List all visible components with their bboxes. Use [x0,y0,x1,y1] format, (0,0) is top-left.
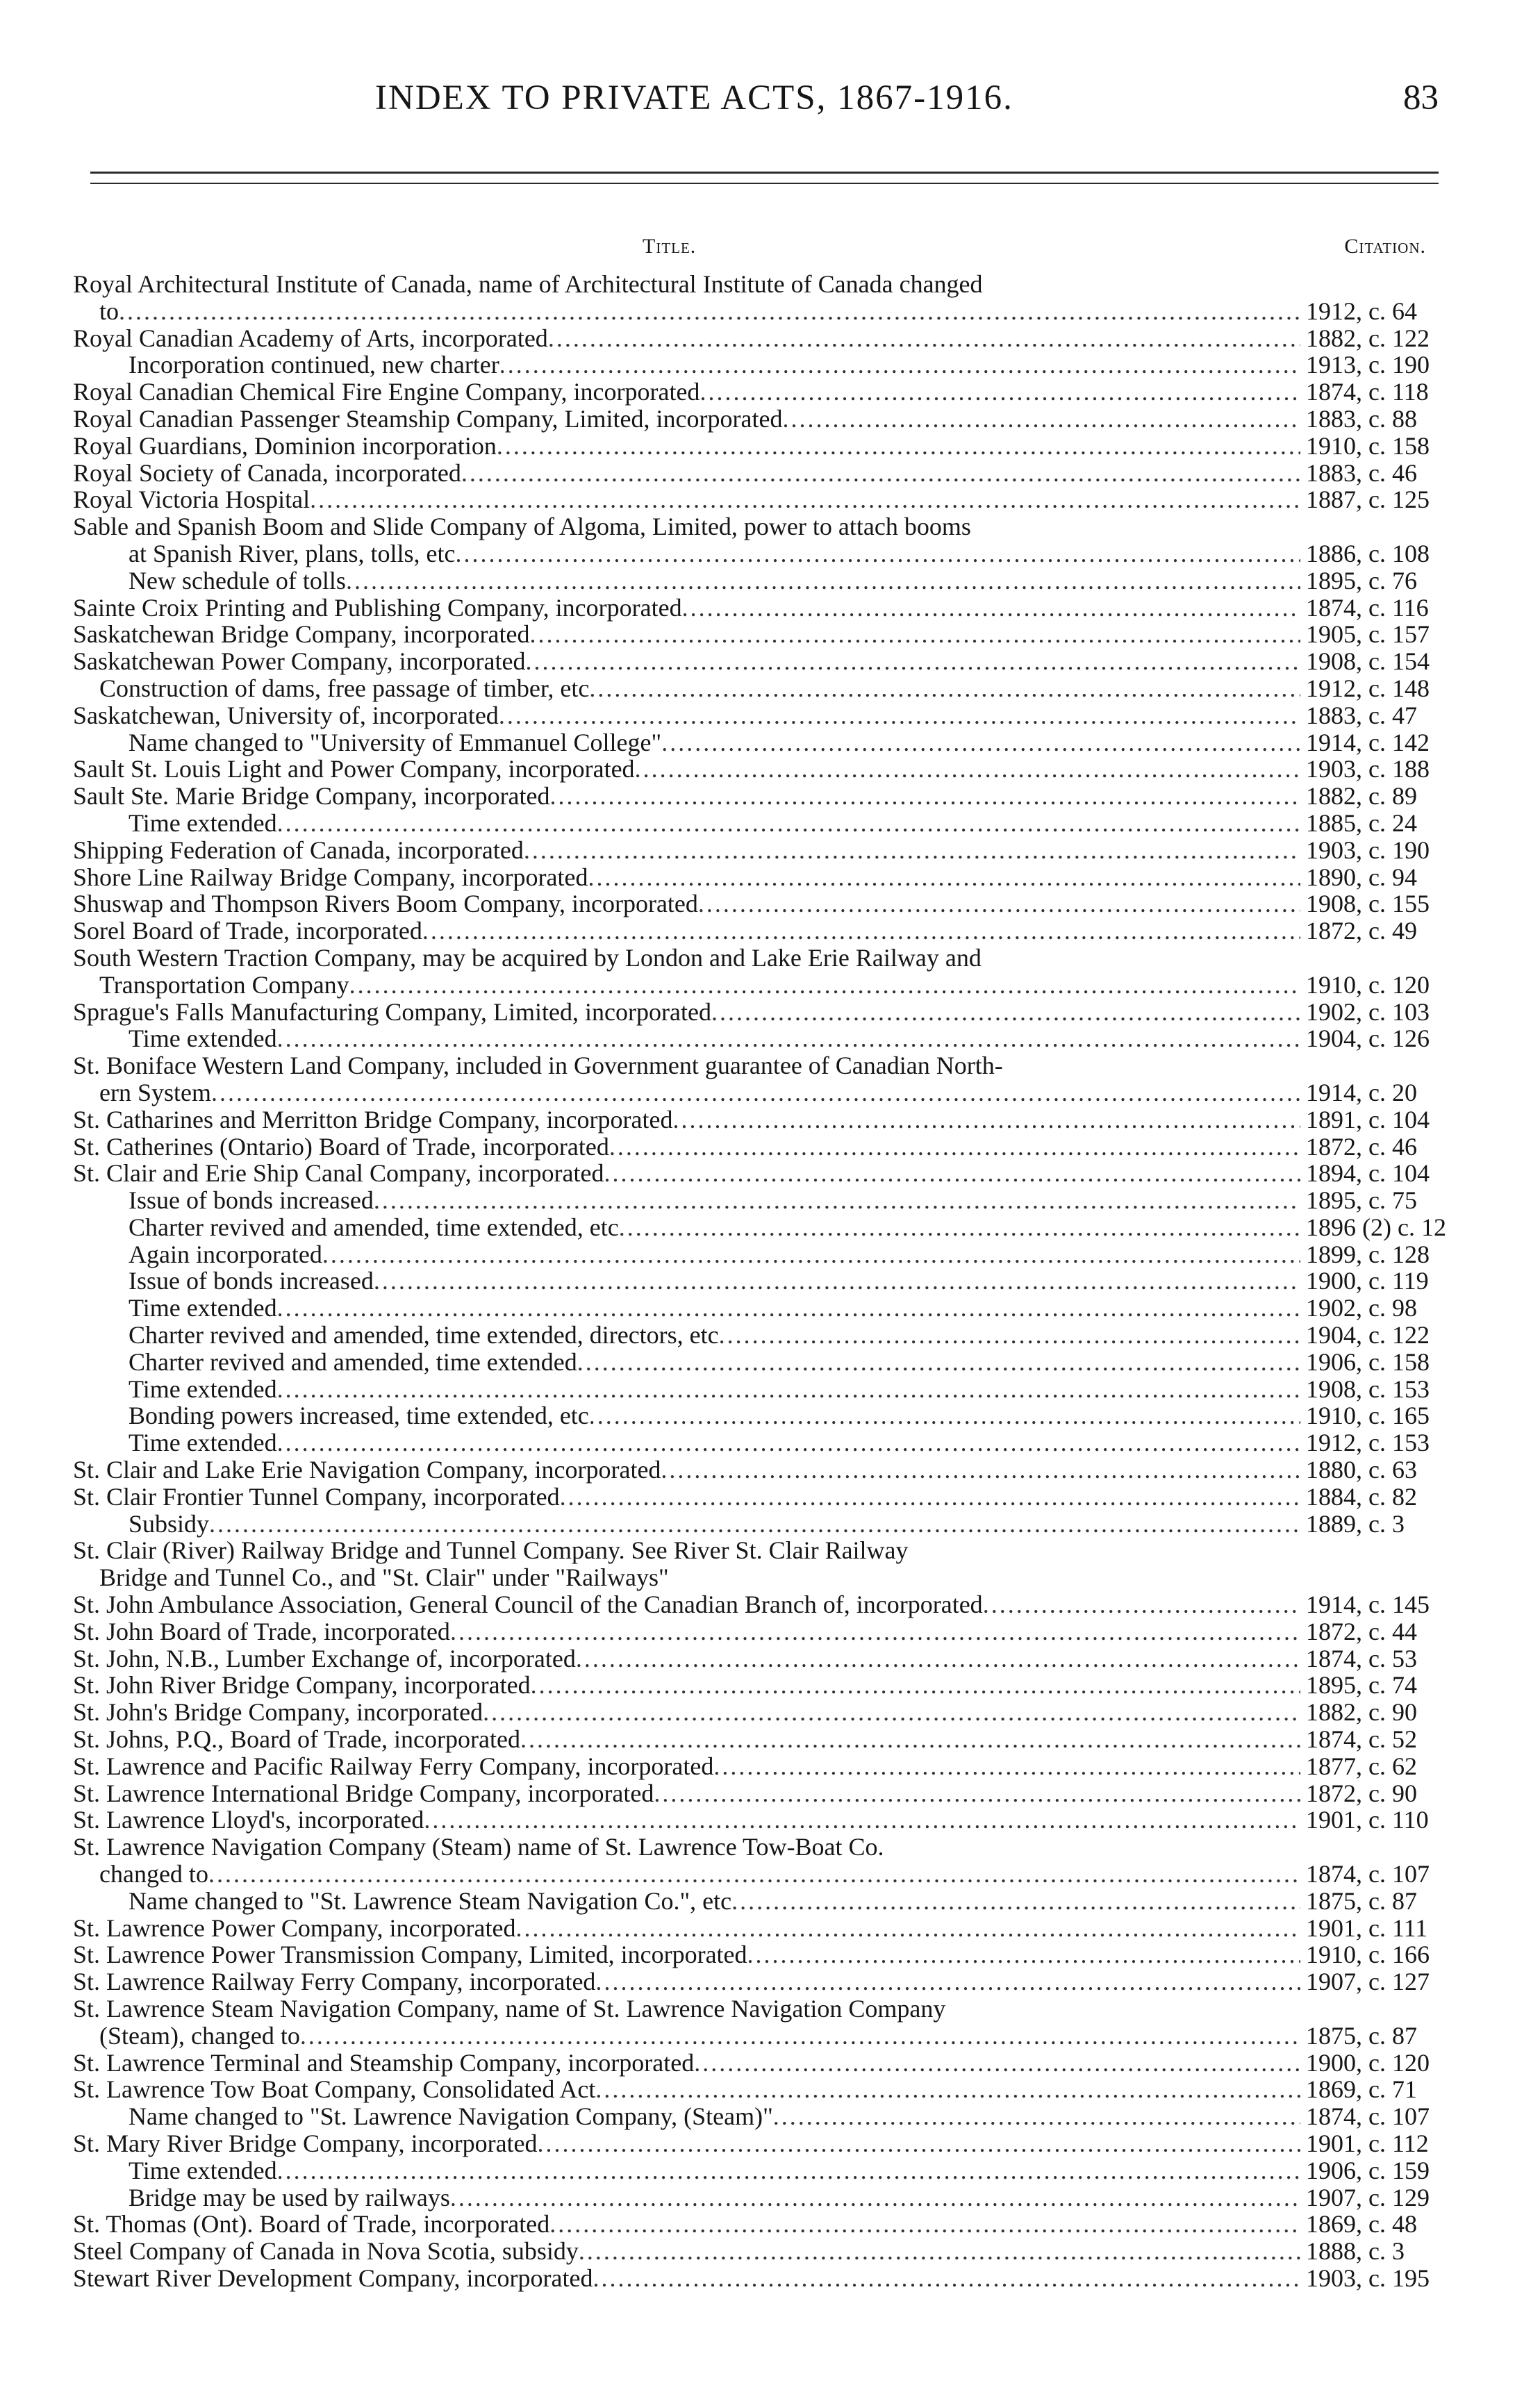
dot-leader [277,1295,1300,1322]
index-entry [73,351,1438,379]
index-entry [73,540,1438,567]
entry-citation: 1904, c. 122 [1306,1321,1430,1350]
entry-citation: 1884, c. 82 [1306,1482,1417,1511]
entry-citation: 1910, c. 166 [1306,1941,1430,1969]
entry-title: (Steam), changed to [99,2021,300,2050]
dot-leader [731,1888,1300,1915]
dot-leader [654,1780,1300,1807]
entry-citation: 1875, c. 87 [1306,2021,1417,2050]
entry-citation: 1902, c. 98 [1306,1294,1417,1322]
entry-citation: 1894, c. 104 [1306,1159,1430,1188]
dot-leader [529,621,1300,648]
entry-citation: 1882, c. 89 [1306,782,1417,811]
dot-leader [300,2023,1300,2050]
dot-leader [713,1753,1300,1780]
dot-leader [773,2103,1300,2130]
entry-citation: 1869, c. 71 [1306,2075,1417,2104]
index-entry [73,1672,1438,1699]
entry-citation: 1874, c. 52 [1306,1725,1417,1754]
entry-title: St. John Ambulance Association, General Council of the Canadian Branch of, incorporated [73,1591,983,1619]
entry-citation: 1899, c. 128 [1306,1240,1430,1268]
entry-citation: 1912, c. 153 [1306,1429,1430,1457]
dot-leader [661,1456,1300,1484]
index-entry [73,1106,1438,1134]
entry-citation: 1885, c. 24 [1306,808,1417,837]
entry-citation: 1872, c. 49 [1306,917,1417,945]
entry-title: Incorporation continued, new charter [129,351,499,379]
dot-leader [682,595,1300,622]
index-entry [73,2050,1438,2077]
entry-title: Saskatchewan Bridge Company, incorporated [73,620,530,649]
entry-title: ern System [99,1078,211,1106]
dot-leader [576,1645,1300,1672]
entry-title: St. Boniface Western Land Company, included in Government guarantee of Canadian North- [73,1052,1003,1080]
entry-citation: 1883, c. 47 [1306,701,1417,729]
dot-leader [499,702,1300,729]
entry-title: Sprague's Falls Manufacturing Company, Limited, incorporated [73,997,711,1026]
entry-citation: 1912, c. 64 [1306,297,1417,325]
dot-leader [524,837,1300,864]
entry-title: St. John's Bridge Company, incorporated [73,1698,483,1727]
index-entry [73,1726,1438,1753]
entry-citation: 1908, c. 154 [1306,647,1430,676]
entry-title: St. Catharines and Merritton Bridge Company, incorporated [73,1105,673,1134]
entry-title: St. Lawrence Lloyd's, incorporated [73,1806,424,1834]
index-entry [73,917,1438,945]
dot-leader [277,1025,1300,1052]
dot-leader [560,1484,1300,1511]
index-entry [73,1241,1438,1268]
entry-citation: 1912, c. 148 [1306,674,1430,702]
dot-leader [595,2076,1300,2103]
entry-title: St. Clair Frontier Tunnel Company, incorporated [73,1482,560,1511]
entry-citation: 1895, c. 74 [1306,1671,1417,1700]
entry-citation: 1883, c. 88 [1306,404,1417,433]
dot-leader [619,1214,1300,1241]
entry-citation: 1883, c. 46 [1306,458,1417,487]
index-entry [73,406,1438,433]
index-entry [73,648,1438,675]
entry-citation: 1913, c. 190 [1306,351,1430,379]
index-entry [73,325,1438,352]
entry-citation: 1903, c. 188 [1306,755,1430,783]
index-entry [73,1807,1438,1834]
index-entry [73,1968,1438,1995]
dot-leader [211,1079,1300,1106]
entry-citation: 1869, c. 48 [1306,2210,1417,2239]
dot-leader [119,298,1300,325]
index-entry [73,2184,1438,2211]
entry-title: Time extended [129,1429,277,1457]
index-entry [73,595,1438,622]
entry-title: St. Lawrence International Bridge Company, incorporated [73,1779,654,1807]
entry-citation: 1905, c. 157 [1306,620,1430,649]
entry-title: Issue of bonds increased [129,1267,374,1295]
dot-leader [595,1968,1300,1995]
index-entry [73,2103,1438,2130]
index-entry [73,2023,1438,2050]
index-entry [73,1025,1438,1052]
entry-title: Sable and Spanish Boom and Slide Company of Algoma, Limited, power to attach booms [73,513,971,541]
dot-leader [635,756,1300,783]
dot-leader [208,1861,1300,1888]
dot-leader [593,2265,1300,2292]
entry-title: Charter revived and amended, time extended [129,1347,577,1376]
entry-title: St. Lawrence Terminal and Steamship Company, incorporated [73,2048,695,2077]
index-entry [73,1322,1438,1349]
index-entry [73,1160,1438,1187]
entry-citation: 1889, c. 3 [1306,1509,1405,1538]
entry-title: St. Clair and Lake Erie Navigation Company, incorporated [73,1456,661,1484]
dot-leader [277,1376,1300,1403]
entry-title: Name changed to "University of Emmanuel College" [129,728,662,756]
index-entry [73,1295,1438,1322]
entry-title: St. John, N.B., Lumber Exchange of, incorporated [73,1644,576,1672]
dot-leader [525,648,1300,675]
entry-title: St. Lawrence Power Transmission Company, Limited, incorporated [73,1941,747,1969]
running-head [90,78,1439,126]
index-entry [73,2157,1438,2184]
index-entry [73,433,1438,460]
entry-citation: 1886, c. 108 [1306,539,1430,567]
entry-title: Royal Society of Canada, incorporated [73,458,461,487]
index-entry [73,1888,1438,1915]
dot-leader [549,2211,1300,2238]
entry-citation: 1903, c. 195 [1306,2264,1430,2292]
dot-leader [531,1672,1300,1699]
entry-title: Charter revived and amended, time extended, directors, etc [129,1321,719,1350]
dot-leader [322,1241,1300,1268]
entry-title: St. Johns, P.Q., Board of Trade, incorporated [73,1725,520,1754]
dot-leader [579,2238,1300,2265]
index-entry [73,1079,1438,1106]
index-entry [73,1484,1438,1511]
index-entry [73,298,1438,325]
index-entry [73,864,1438,891]
index-entry [73,837,1438,864]
index-entry [73,271,1438,298]
index-entry [73,1052,1438,1079]
entry-citation: 1903, c. 190 [1306,836,1430,864]
entry-title: Shuswap and Thompson Rivers Boom Company, incorporated [73,890,698,918]
entry-title: St. Catherines (Ontario) Board of Trade, incorporated [73,1132,609,1161]
index-entry [73,2265,1438,2292]
entry-title: Royal Canadian Chemical Fire Engine Company, incorporated [73,378,700,406]
dot-leader [719,1322,1300,1349]
entry-citation: 1890, c. 94 [1306,863,1417,891]
dot-leader [277,1429,1300,1456]
entry-title: changed to [99,1860,208,1888]
page-number: 83 [1403,78,1439,117]
dot-leader [461,460,1300,487]
entry-title: Saskatchewan Power Company, incorporated [73,647,526,676]
index-entry [73,1941,1438,1968]
index-entry [73,621,1438,648]
index-entries [73,270,1446,2292]
index-entry [73,1268,1438,1295]
index-entry [73,1564,1438,1591]
entry-title: Name changed to "St. Lawrence Steam Navigation Co.", etc [129,1886,732,1915]
entry-citation: 1880, c. 63 [1306,1456,1417,1484]
column-header-citation: Citation. [1344,235,1426,258]
entry-citation: 1910, c. 120 [1306,970,1430,999]
entry-citation: 1907, c. 127 [1306,1968,1430,1996]
entry-citation: 1874, c. 107 [1306,2102,1430,2131]
index-entry [73,675,1438,702]
index-entry [73,1591,1438,1618]
entry-citation: 1888, c. 3 [1306,2237,1405,2266]
dot-leader [499,351,1300,379]
entry-title: Sainte Croix Printing and Publishing Company, incorporated [73,593,682,622]
entry-title: Charter revived and amended, time extended, etc [129,1213,619,1241]
entry-title: St. Clair and Erie Ship Canal Company, incorporated [73,1159,604,1188]
entry-citation: 1908, c. 153 [1306,1375,1430,1403]
entry-citation: 1914, c. 145 [1306,1591,1430,1619]
entry-citation: 1882, c. 122 [1306,324,1430,352]
column-header-title: Title. [643,235,697,258]
dot-leader [450,2184,1300,2211]
entry-citation: 1896 (2) c. 12 [1306,1213,1446,1241]
index-entry [73,1834,1438,1861]
entry-title: St. Lawrence Navigation Company (Steam) name of St. Lawrence Tow-Boat Co. [73,1833,884,1861]
dot-leader [577,1349,1300,1376]
entry-citation: 1914, c. 20 [1306,1078,1417,1106]
entry-citation: 1906, c. 158 [1306,1347,1430,1376]
index-entry [73,567,1438,595]
index-entry [73,729,1438,756]
entry-title: Time extended [129,1024,277,1053]
entry-citation: 1874, c. 116 [1306,593,1429,622]
index-entry [73,890,1438,917]
index-entry [73,756,1438,783]
entry-title: Transportation Company [99,970,349,999]
dot-leader [349,972,1300,999]
entry-citation: 1908, c. 155 [1306,890,1430,918]
entry-citation: 1900, c. 120 [1306,2048,1430,2077]
header-rule-top [90,172,1439,174]
dot-leader [422,917,1300,945]
entry-citation: 1900, c. 119 [1306,1267,1429,1295]
entry-citation: 1872, c. 90 [1306,1779,1417,1807]
entry-title: St. Lawrence Tow Boat Company, Consolidated Act [73,2075,596,2104]
index-entry [73,1456,1438,1484]
entry-title: Time extended [129,808,277,837]
entry-title: St. Lawrence Railway Ferry Company, incorporated [73,1968,596,1996]
dot-leader [538,2130,1300,2157]
entry-title: Shore Line Railway Bridge Company, incorporated [73,863,588,891]
index-entry [73,1349,1438,1376]
dot-leader [374,1187,1300,1214]
index-entry [73,1753,1438,1780]
dot-leader [661,729,1300,756]
entry-title: Bridge may be used by railways [129,2183,450,2211]
index-entry [73,2238,1438,2265]
index-entry [73,810,1438,837]
entry-citation: 1891, c. 104 [1306,1105,1430,1134]
entry-citation: 1901, c. 111 [1306,1913,1428,1942]
dot-leader [604,1160,1300,1187]
index-entry [73,1402,1438,1429]
entry-title: Royal Guardians, Dominion incorporation [73,431,497,460]
entry-citation: 1901, c. 112 [1306,2129,1429,2157]
entry-title: Sault St. Louis Light and Power Company, incorporated [73,755,635,783]
entry-title: Time extended [129,2156,277,2184]
index-entry [73,1915,1438,1942]
index-entry [73,1213,1446,1241]
entry-citation: 1895, c. 76 [1306,566,1417,595]
entry-title: St. Thomas (Ont). Board of Trade, incorporated [73,2210,550,2239]
index-entry [73,702,1438,729]
entry-title: Construction of dams, free passage of timber, etc [99,674,590,702]
index-entry [73,1645,1438,1672]
entry-citation: 1906, c. 159 [1306,2156,1430,2184]
dot-leader [450,1618,1300,1645]
index-entry [73,1376,1438,1403]
entry-title: Royal Canadian Academy of Arts, incorporated [73,324,548,352]
entry-title: Saskatchewan, University of, incorporated [73,701,499,729]
index-entry [73,1618,1438,1645]
index-entry [73,486,1438,513]
index-entry [73,1134,1438,1161]
dot-leader [698,890,1300,917]
dot-leader [548,325,1300,352]
dot-leader [782,406,1300,433]
entry-title: St. John River Bridge Company, incorporated [73,1671,531,1700]
entry-citation: 1910, c. 158 [1306,431,1430,460]
dot-leader [277,2157,1300,2184]
dot-leader [589,1402,1300,1429]
entry-title: to [99,297,119,325]
entry-title: Stewart River Development Company, incorporated [73,2264,593,2292]
entry-title: St. Lawrence and Pacific Railway Ferry Company, incorporated [73,1752,714,1780]
entry-title: Subsidy [129,1509,210,1538]
entry-citation: 1872, c. 46 [1306,1132,1417,1161]
index-entry [73,1699,1438,1726]
entry-title: Sorel Board of Trade, incorporated [73,917,422,945]
page-title: INDEX TO PRIVATE ACTS, 1867-1916. [375,78,1013,117]
index-entry [73,379,1438,406]
dot-leader [609,1134,1300,1161]
dot-leader [747,1941,1300,1968]
entry-citation: 1901, c. 110 [1306,1806,1429,1834]
dot-leader [346,567,1300,595]
header-rule-bottom [90,183,1439,184]
entry-title: Bridge and Tunnel Co., and "St. Clair" under "Railways" [99,1563,669,1592]
dot-leader [588,864,1300,891]
index-entry [73,2076,1438,2103]
dot-leader [277,810,1300,837]
dot-leader [589,675,1300,702]
entry-citation: 1887, c. 125 [1306,485,1430,514]
dot-leader [456,540,1301,567]
entry-title: Issue of bonds increased [129,1186,374,1215]
entry-citation: 1895, c. 75 [1306,1186,1417,1215]
entry-citation: 1910, c. 165 [1306,1402,1430,1430]
dot-leader [694,2050,1300,2077]
index-entry [73,1429,1438,1456]
dot-leader [983,1591,1300,1618]
index-entry [73,460,1438,487]
entry-citation: 1907, c. 129 [1306,2183,1430,2211]
entry-citation: 1914, c. 142 [1306,728,1430,756]
entry-title: Name changed to "St. Lawrence Navigation Company, (Steam)" [129,2102,773,2131]
index-entry [73,1187,1438,1214]
entry-title: Royal Architectural Institute of Canada, name of Architectural Institute of Canada changed [73,270,983,298]
entry-title: New schedule of tolls [129,566,346,595]
entry-title: Steel Company of Canada in Nova Scotia, subsidy [73,2237,579,2266]
dot-leader [483,1699,1300,1726]
entry-title: Shipping Federation of Canada, incorporated [73,836,524,864]
dot-leader [711,999,1300,1026]
dot-leader [424,1807,1300,1834]
entry-title: St. Mary River Bridge Company, incorporated [73,2129,538,2157]
index-entry [73,2130,1438,2157]
dot-leader [497,433,1300,460]
entry-title: Sault Ste. Marie Bridge Company, incorporated [73,782,550,811]
dot-leader [209,1511,1300,1538]
entry-title: South Western Traction Company, may be acquired by London and Lake Erie Railway and [73,943,982,972]
entry-citation: 1875, c. 87 [1306,1886,1417,1915]
index-entry [73,513,1438,540]
index-entry [73,1511,1438,1538]
index-entry [73,999,1438,1026]
dot-leader [550,783,1300,810]
entry-title: Time extended [129,1375,277,1403]
dot-leader [374,1268,1300,1295]
entry-title: St. Clair (River) Railway Bridge and Tunnel Company. See River St. Clair Railway [73,1536,909,1565]
entry-title: Bonding powers increased, time extended, etc [129,1402,589,1430]
entry-citation: 1874, c. 107 [1306,1860,1430,1888]
entry-title: St. Lawrence Power Company, incorporated [73,1913,516,1942]
entry-citation: 1874, c. 118 [1306,378,1429,406]
entry-title: St. Lawrence Steam Navigation Company, name of St. Lawrence Navigation Company [73,1995,946,2023]
entry-title: St. John Board of Trade, incorporated [73,1617,450,1645]
index-entry [73,972,1438,999]
index-entry [73,1537,1438,1564]
dot-leader [310,486,1300,513]
entry-title: Time extended [129,1294,277,1322]
index-entry [73,1861,1438,1888]
entry-title: Royal Victoria Hospital [73,485,311,514]
index-entry [73,783,1438,810]
entry-title: Royal Canadian Passenger Steamship Company, Limited, incorporated [73,404,783,433]
entry-citation: 1904, c. 126 [1306,1024,1430,1053]
entry-citation: 1872, c. 44 [1306,1617,1417,1645]
entry-citation: 1877, c. 62 [1306,1752,1417,1780]
index-entry [73,945,1438,972]
entry-citation: 1874, c. 53 [1306,1644,1417,1672]
dot-leader [520,1726,1300,1753]
entry-citation: 1882, c. 90 [1306,1698,1417,1727]
index-entry [73,1995,1438,2023]
entry-title: at Spanish River, plans, tolls, etc [129,539,456,567]
index-entry [73,1780,1438,1807]
entry-title: Again incorporated [129,1240,322,1268]
dot-leader [672,1106,1300,1134]
entry-citation: 1902, c. 103 [1306,997,1430,1026]
index-entry [73,2211,1438,2238]
dot-leader [699,379,1300,406]
dot-leader [515,1915,1300,1942]
